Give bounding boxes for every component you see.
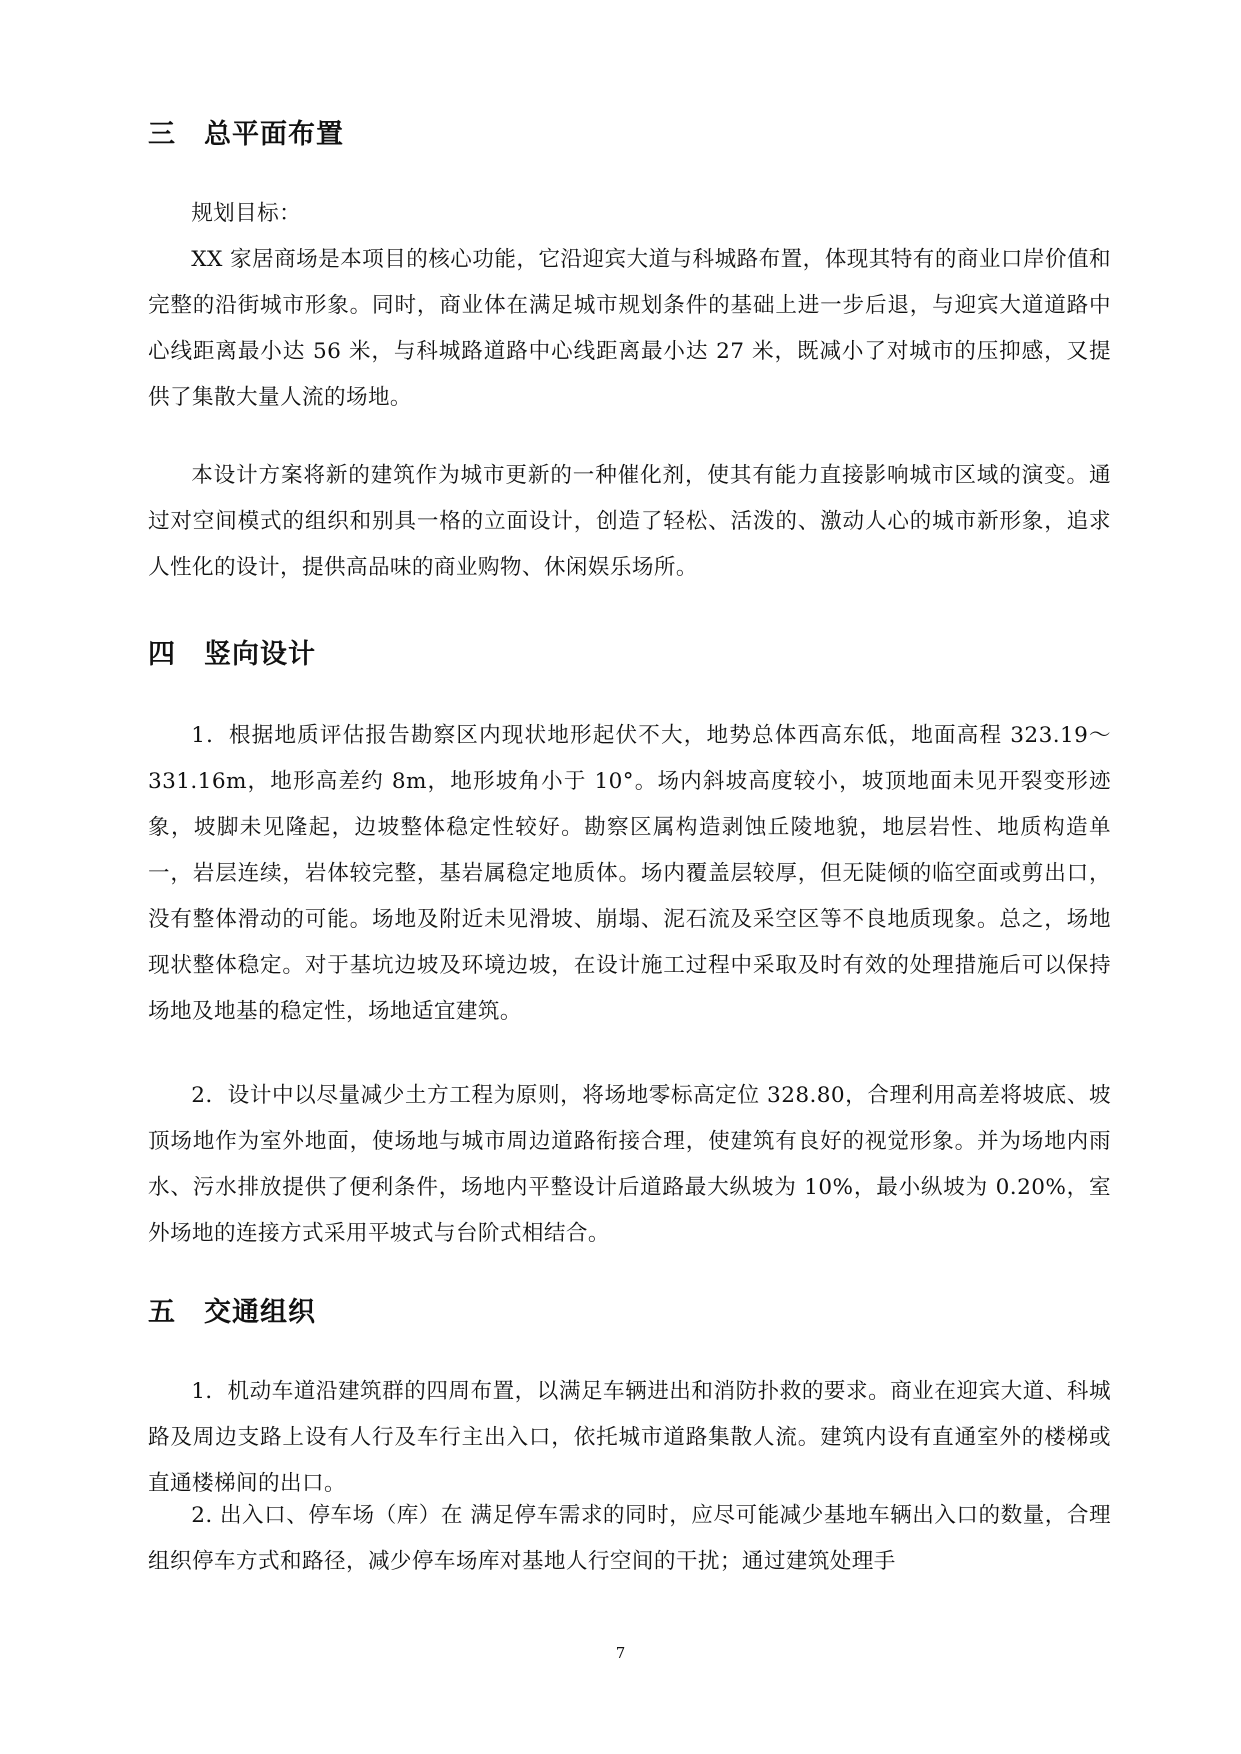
page-number: 7	[615, 1644, 626, 1662]
section-title: 总平面布置	[204, 119, 344, 150]
paragraph-entrances-parking: 2. 出入口、停车场（库）在 满足停车需求的同时，应尽可能减少基地车辆出入口的数量，合理组织停车方式和路径，减少停车场库对基地人行空间的干扰；通过建筑处理手	[148, 1503, 1111, 1574]
section-title: 竖向设计	[204, 639, 316, 670]
section-heading-traffic-organization	[148, 1295, 316, 1331]
paragraph-earthwork-principle: 2．设计中以尽量减少土方工程为原则，将场地零标高定位 328.80，合理利用高差将坡底、坡顶场地作为室外地面，使场地与城市周边道路衔接合理，使建筑有良好的视觉形象。并为场地内雨水、污水排放提供了便利条件，场地内平整设计后道路最大纵坡为 10%，最小纵坡为 0.20%，室外场地的连接方式采用平坡式与台阶式相结合。	[148, 1083, 1111, 1246]
section-number: 四	[148, 639, 176, 670]
paragraph-mall-core-function: XX 家居商场是本项目的核心功能，它沿迎宾大道与科城路布置，体现其特有的商业口岸价值和完整的沿街城市形象。同时，商业体在满足城市规划条件的基础上进一步后退，与迎宾大道道路中心线距离最小达 56 米，与科城路道路中心线距离最小达 27 米，既减小了对城市的压抑感，又提供了集散大量人流的场地。	[148, 247, 1111, 410]
section-heading-overall-layout	[148, 117, 344, 153]
section-number: 三	[148, 119, 176, 150]
paragraph-design-catalyst: 本设计方案将新的建筑作为城市更新的一种催化剂，使其有能力直接影响城市区域的演变。通过对空间模式的组织和别具一格的立面设计，创造了轻松、活泼的、激动人心的城市新形象，追求人性化的设计，提供高品味的商业购物、休闲娱乐场所。	[148, 463, 1111, 580]
section-title: 交通组织	[204, 1297, 316, 1328]
paragraph-geology-assessment: 1．根据地质评估报告勘察区内现状地形起伏不大，地势总体西高东低，地面高程 323.19～331.16m，地形高差约 8m，地形坡角小于 10°。场内斜坡高度较小，坡顶地面未见开裂变形迹象，坡脚未见隆起，边坡整体稳定性较好。勘察区属构造剥蚀丘陵地貌，地层岩性、地质构造单一，岩层连续，岩体较完整，基岩属稳定地质体。场内覆盖层较厚，但无陡倾的临空面或剪出口，没有整体滑动的可能。场地及附近未见滑坡、崩塌、泥石流及采空区等不良地质现象。总之，场地现状整体稳定。对于基坑边坡及环境边坡，在设计施工过程中采取及时有效的处理措施后可以保持场地及地基的稳定性，场地适宜建筑。	[148, 723, 1111, 1024]
paragraph-vehicle-lanes: 1．机动车道沿建筑群的四周布置，以满足车辆进出和消防扑救的要求。商业在迎宾大道、科城路及周边支路上设有人行及车行主出入口，依托城市道路集散人流。建筑内设有直通室外的楼梯或直通楼梯间的出口。	[148, 1379, 1111, 1496]
section-heading-vertical-design	[148, 637, 316, 673]
paragraph-planning-goal-label: 规划目标：	[191, 201, 302, 226]
section-number: 五	[148, 1297, 176, 1328]
